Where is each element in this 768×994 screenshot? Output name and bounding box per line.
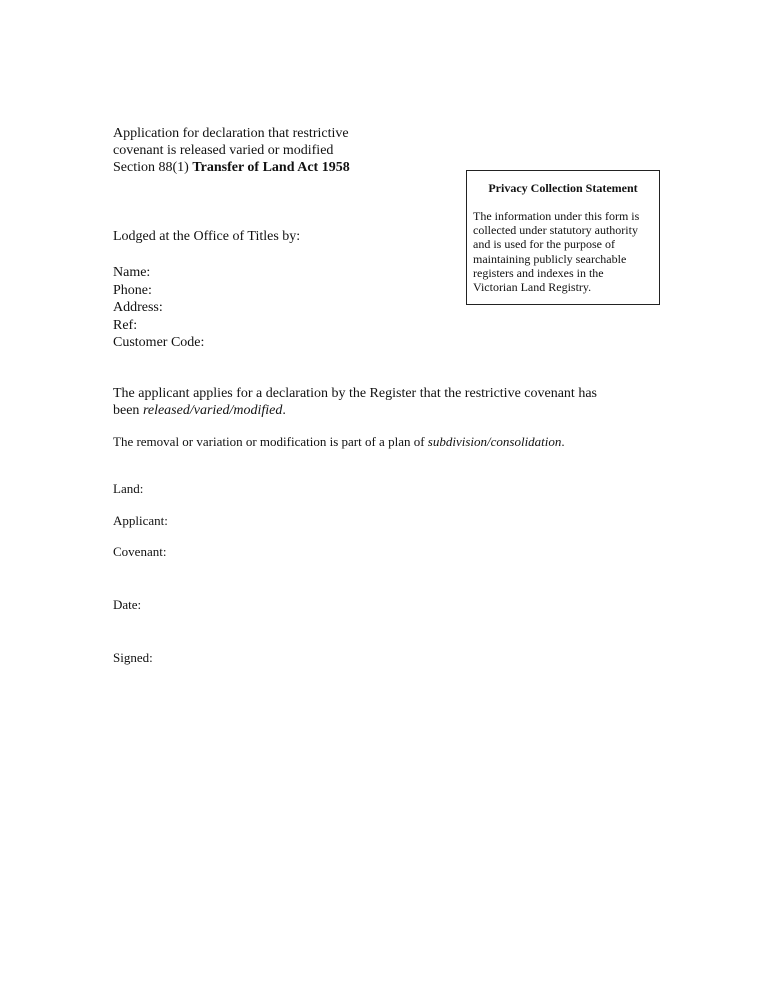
application-line-2 (113, 402, 597, 419)
application-line-2-prefix: been (113, 403, 143, 418)
removal-suffix: . (561, 434, 565, 449)
ref-label: Ref: (113, 317, 138, 333)
privacy-line: registers and indexes in the (473, 265, 604, 280)
privacy-line: Victorian Land Registry. (473, 280, 592, 295)
name-label: Name: (113, 265, 151, 280)
removal-statement (113, 434, 565, 450)
application-line-1: The applicant applies for a declaration by the Register that the restrictive covenant has (113, 386, 597, 401)
title-line-3 (113, 159, 350, 176)
section-reference: Section 88(1) (113, 160, 193, 175)
privacy-line: The information under this form is (473, 209, 640, 223)
phone-label: Phone: (113, 282, 152, 298)
form-title (113, 125, 350, 176)
address-label: Address: (113, 300, 163, 316)
privacy-line: maintaining publicly searchable (473, 251, 627, 266)
act-name: Transfer of Land Act 1958 (192, 160, 350, 175)
customer-code-label: Customer Code: (113, 335, 205, 351)
date-label: Date: (113, 597, 142, 612)
plan-type-options: subdivision/consolidation (427, 434, 562, 449)
land-label: Land: (113, 481, 144, 496)
removal-prefix: The removal or variation or modification is part of a plan of (113, 434, 428, 449)
privacy-statement-text (473, 209, 639, 294)
privacy-line: collected under statutory authority (473, 223, 638, 238)
title-line-2: covenant is released varied or modified (113, 143, 334, 158)
privacy-statement-box (466, 170, 660, 305)
application-statement (113, 385, 597, 419)
privacy-statement-title: Privacy Collection Statement (488, 181, 638, 195)
applicant-label: Applicant: (113, 513, 168, 528)
title-line-1: Application for declaration that restrictive (113, 126, 349, 141)
lodger-contact-block (113, 264, 204, 352)
covenant-label: Covenant: (113, 544, 167, 559)
release-options: released/varied/modified (142, 403, 283, 418)
signed-label: Signed: (113, 650, 153, 665)
application-line-2-suffix: . (282, 403, 286, 418)
privacy-line: and is used for the purpose of (473, 237, 615, 252)
lodged-by-label: Lodged at the Office of Titles by: (113, 229, 301, 244)
